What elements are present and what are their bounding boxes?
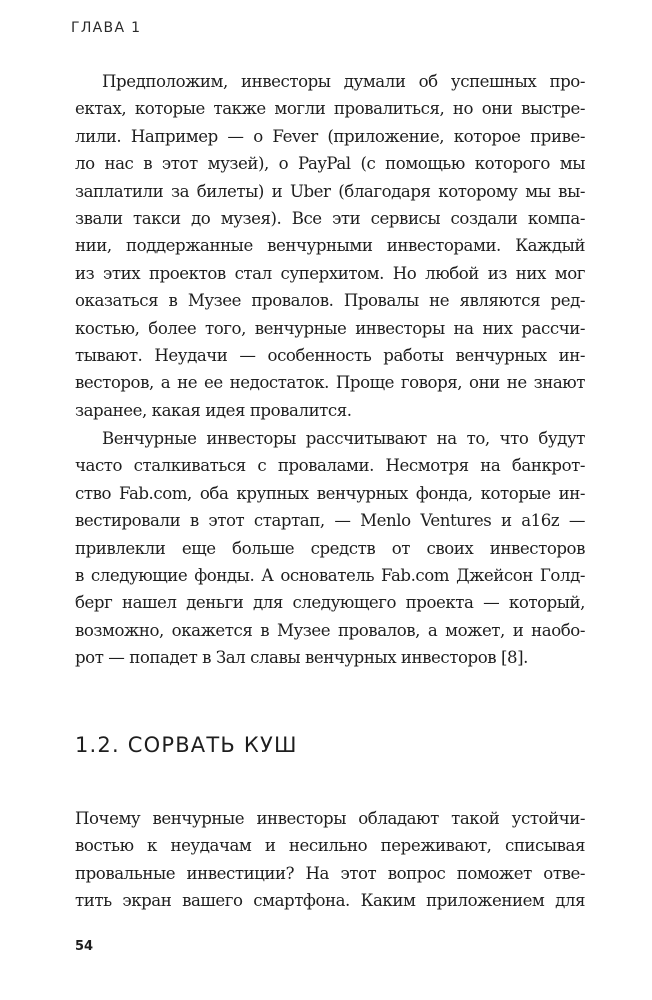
text-line: заплатили за билеты) и Uber (благодаря которому мы вы-: [75, 181, 585, 201]
text-line: костью, более того, венчурные инвесторы на них рассчи-: [75, 318, 585, 338]
text-line: часто сталкиваться с провалами. Несмотря на банкрот-: [75, 456, 585, 476]
text-line: Почему венчурные инвесторы обладают такой устойчи-: [75, 809, 585, 828]
running-head: ГЛАВА 1: [71, 20, 142, 36]
text-line: ло нас в этот музей), о PayPal (с помощью которого мы: [75, 154, 585, 174]
text-line: в следующие фонды. А основатель Fab.com Джейсон Голд-: [75, 565, 585, 585]
section-heading: 1.2. СОРВАТЬ КУШ: [75, 733, 298, 757]
text-line: тывают. Неудачи — особенность работы венчурных ин-: [75, 345, 585, 365]
text-line: нии, поддержанные венчурными инвесторами. Каждый: [75, 236, 585, 256]
paragraph-2: [75, 425, 585, 672]
text-line: звали такси до музея). Все эти сервисы создали компа-: [75, 208, 585, 228]
paragraph-3: [75, 805, 585, 915]
text-line: ство Fab.com, оба крупных венчурных фонда, которые ин-: [75, 483, 585, 503]
text-line: тить экран вашего смартфона. Каким приложением для: [75, 891, 585, 911]
text-line: возможно, окажется в Музее провалов, а может, и наобо-: [75, 620, 585, 640]
page-number: 54: [75, 939, 94, 954]
text-line: провальные инвестиции? На этот вопрос поможет отве-: [75, 863, 585, 883]
text-line: Венчурные инвесторы рассчитывают на то, что будут: [102, 429, 585, 448]
text-line: берг нашел деньги для следующего проекта — который,: [75, 593, 585, 613]
text-line: востью к неудачам и несильно переживают, списывая: [75, 836, 585, 856]
text-line: вестировали в этот стартап, — Menlo Ventures и a16z —: [75, 511, 585, 531]
text-line: из этих проектов стал суперхитом. Но любой из них мог: [75, 263, 585, 283]
paragraph-1: [75, 68, 585, 424]
text-line: рот — попадет в Зал славы венчурных инвесторов [8].: [75, 648, 528, 668]
text-line: лили. Например — о Fever (приложение, которое приве-: [75, 126, 585, 146]
text-line: оказаться в Музее провалов. Провалы не являются ред-: [75, 291, 585, 311]
text-line: Предположим, инвесторы думали об успешных про-: [102, 72, 585, 91]
text-line: заранее, какая идея провалится.: [75, 400, 352, 420]
text-line: привлекли еще больше средств от своих инвесторов: [75, 538, 585, 558]
text-line: ектах, которые также могли провалиться, но они выстре-: [75, 99, 585, 119]
text-line: весторов, а не ее недостаток. Проще говоря, они не знают: [75, 373, 585, 393]
